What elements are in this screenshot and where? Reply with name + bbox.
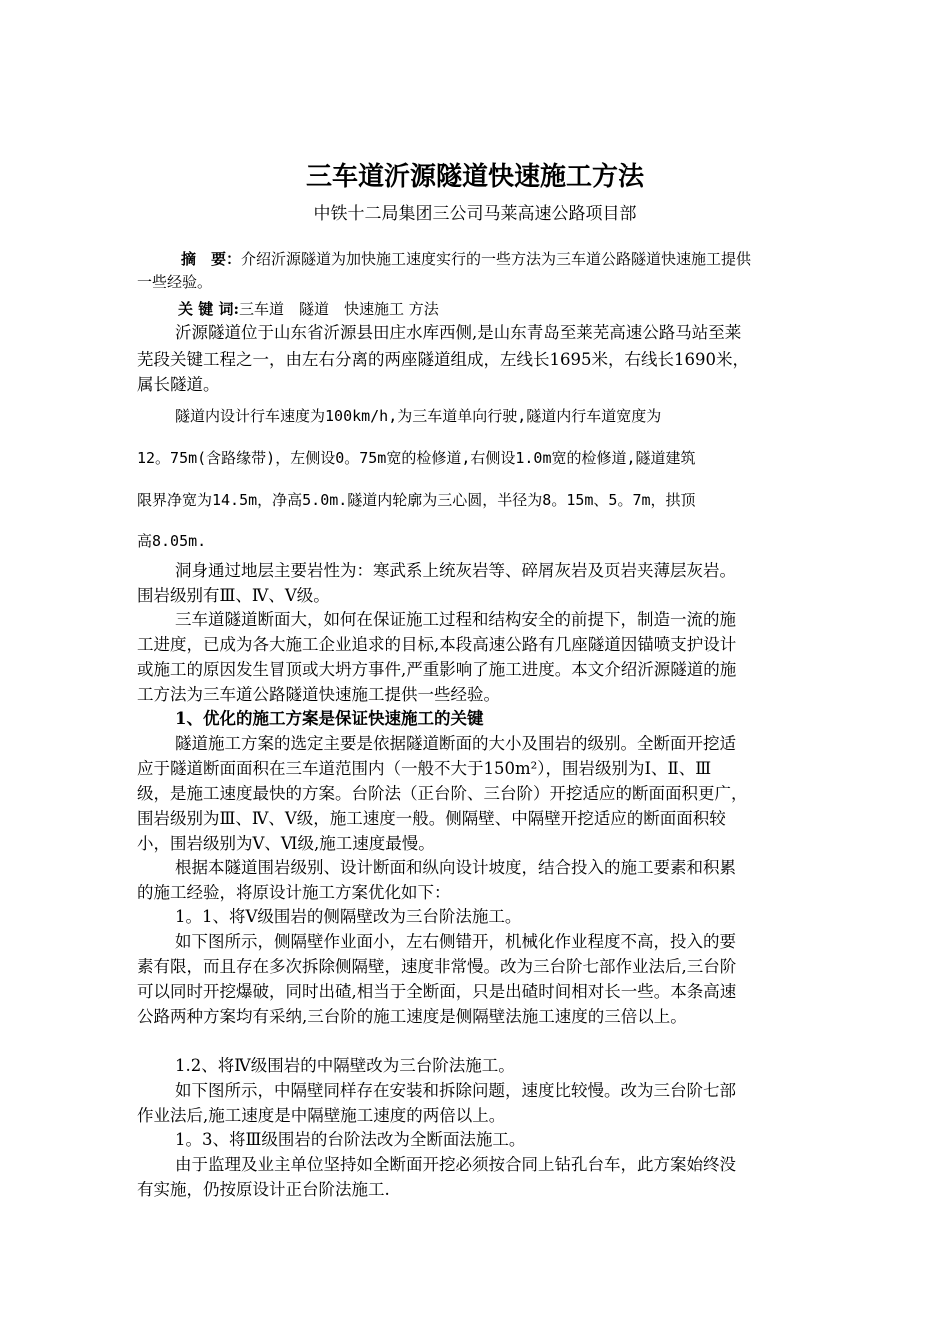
paragraph-line: 应于隧道断面面积在三车道范围内（一般不大于150m²），围岩级别为Ⅰ、Ⅱ、Ⅲ <box>137 759 712 778</box>
paragraph-line: 如下图所示，中隔壁同样存在安装和拆除问题，速度比较慢。改为三台阶七部 <box>175 1081 736 1100</box>
paragraph-line: 素有限，而且存在多次拆除侧隔壁，速度非常慢。改为三台阶七部作业法后,三台阶 <box>137 957 737 976</box>
paragraph-line: 隧道内设计行车速度为100km/h,为三车道单向行驶,隧道内行车道宽度为 <box>175 407 662 425</box>
paragraph-line: 围岩级别为Ⅲ、Ⅳ、Ⅴ级，施工速度一般。侧隔壁、中隔壁开挖适应的断面面积较 <box>137 809 726 828</box>
keywords-label: 关 键 词: <box>178 300 239 318</box>
paragraph-line: 小，围岩级别为Ⅴ、Ⅵ级,施工速度最慢。 <box>137 834 435 853</box>
paragraph-line: 三车道隧道断面大，如何在保证施工过程和结构安全的前提下，制造一流的施 <box>175 610 736 629</box>
author-line: 中铁十二局集团三公司马莱高速公路项目部 <box>313 204 637 224</box>
paragraph-line: 根据本隧道围岩级别、设计断面和纵向设计坡度，结合投入的施工要素和积累 <box>175 858 736 877</box>
abstract-line-1 <box>181 248 751 270</box>
subsection-heading: 1。1、将Ⅴ级围岩的侧隔壁改为三台阶法施工。 <box>175 907 522 926</box>
subsection-heading: 1。3、将Ⅲ级围岩的台阶法改为全断面法施工。 <box>175 1130 526 1149</box>
section-heading: 1、优化的施工方案是保证快速施工的关键 <box>175 709 484 728</box>
paragraph-line: 洞身通过地层主要岩性为：寒武系上统灰岩等、碎屑灰岩及页岩夹薄层灰岩。 <box>175 561 736 580</box>
paragraph-line: 工进度，已成为各大施工企业追求的目标,本段高速公路有几座隧道因锚喷支护设计 <box>137 635 737 654</box>
paragraph-line: 12。75m(含路缘带)，左侧设0。75m宽的检修道,右侧设1.0m宽的检修道,隧道建筑 <box>137 449 696 467</box>
document-title: 三车道沂源隧道快速施工方法 <box>305 162 644 192</box>
paragraph-line: 工方法为三车道公路隧道快速施工提供一些经验。 <box>137 685 500 704</box>
paragraph-line: 有实施，仍按原设计正台阶法施工. <box>137 1180 390 1199</box>
abstract-text: 介绍沂源隧道为加快施工速度实行的一些方法为三车道公路隧道快速施工提供 <box>241 250 752 268</box>
abstract-label: 摘 要： <box>181 250 242 268</box>
paragraph-line: 高8.05m. <box>137 532 207 550</box>
paragraph-line: 级，是施工速度最快的方案。台阶法（正台阶、三台阶）开挖适应的断面面积更广， <box>137 784 748 803</box>
paragraph-line: 芜段关键工程之一，由左右分离的两座隧道组成，左线长1695米，右线长1690米， <box>137 350 749 369</box>
paragraph-line: 沂源隧道位于山东省沂源县田庄水库西侧,是山东青岛至莱芜高速公路马站至莱 <box>175 323 742 342</box>
paragraph-line: 公路两种方案均有采纳,三台阶的施工速度是侧隔壁法施工速度的三倍以上。 <box>137 1007 687 1026</box>
paragraph-line: 可以同时开挖爆破，同时出碴,相当于全断面，只是出碴时间相对长一些。本条高速 <box>137 982 737 1001</box>
paragraph-line: 属长隧道。 <box>137 375 220 394</box>
paragraph-line: 或施工的原因发生冒顶或大坍方事件,严重影响了施工进度。本文介绍沂源隧道的施 <box>137 660 737 679</box>
paragraph-line: 如下图所示，侧隔壁作业面小，左右侧错开，机械化作业程度不高，投入的要 <box>175 932 736 951</box>
subsection-heading: 1.2、将Ⅳ级围岩的中隔壁改为三台阶法施工。 <box>175 1056 515 1075</box>
paragraph-line: 由于监理及业主单位坚持如全断面开挖必须按合同上钻孔台车，此方案始终没 <box>175 1155 736 1174</box>
abstract-line-2: 一些经验。 <box>137 273 213 291</box>
keywords-text: 三车道 隧道 快速施工 方法 <box>238 300 439 318</box>
paragraph-line: 的施工经验，将原设计施工方案优化如下： <box>137 883 451 902</box>
paragraph-line: 隧道施工方案的选定主要是依据隧道断面的大小及围岩的级别。全断面开挖适 <box>175 734 736 753</box>
paragraph-line: 作业法后,施工速度是中隔壁施工速度的两倍以上。 <box>137 1106 506 1125</box>
keywords-line <box>178 298 439 320</box>
paragraph-line: 限界净宽为14.5m，净高5.0m.隧道内轮廓为三心圆，半径为8。15m、5。7m，拱顶 <box>137 491 696 509</box>
paragraph-line: 围岩级别有Ⅲ、Ⅳ、Ⅴ级。 <box>137 586 330 605</box>
